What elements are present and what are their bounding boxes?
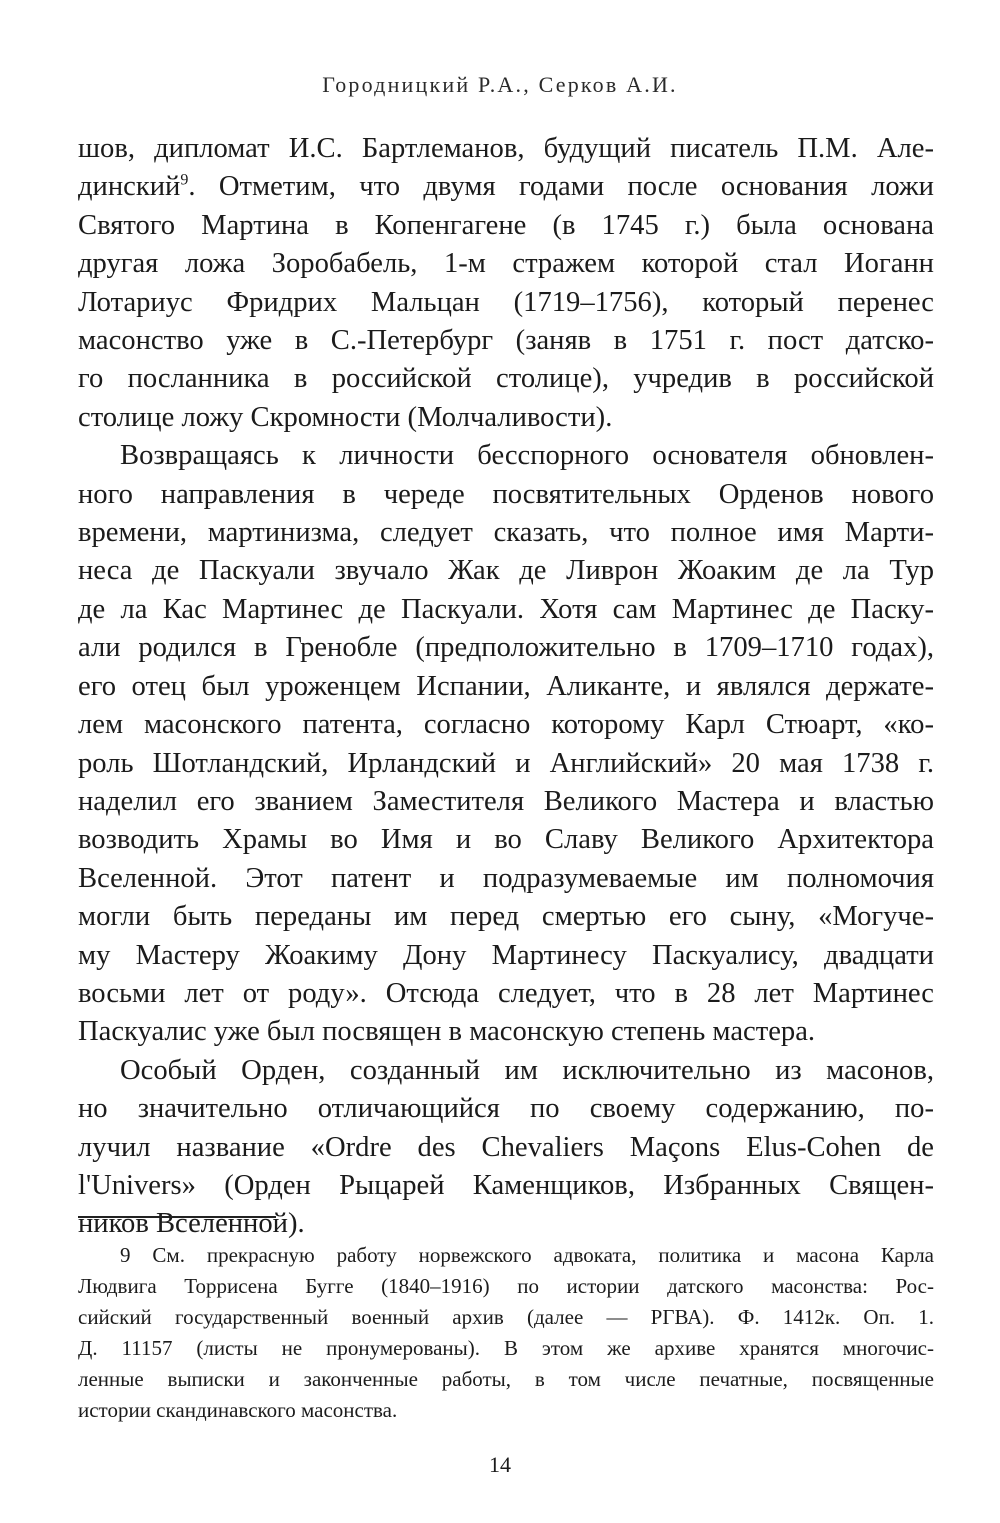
text-line: Особый Орден, созданный им исключительно из масонов,	[120, 1054, 934, 1086]
text-line: де ла Кас Мартинес де Паскуали. Хотя сам Мартинес де Паску-	[78, 593, 934, 625]
footnote-line: Д. 11157 (листы не пронумерованы). В этом же архиве хранятся многочис-	[78, 1336, 934, 1360]
text-line: шов, дипломат И.С. Бартлеманов, будущий писатель П.М. Але-	[78, 133, 934, 164]
text-line: масонство уже в С.-Петербург (заняв в 1751 г. пост датско-	[78, 325, 934, 357]
text-line: лучил название «Ordre des Chevaliers Maçons Elus-Cohen de	[78, 1131, 934, 1163]
text-fragment: динский	[78, 171, 181, 203]
text-line: Лотариус Фридрих Мальцан (1719–1756), который перенес	[78, 286, 934, 318]
footnote-reference[interactable]: 9	[180, 171, 189, 189]
footnote-line: 9 См. прекрасную работу норвежского адвоката, политика и масона Карла	[120, 1243, 934, 1267]
footnote-line: сийский государственный военный архив (далее — РГВА). Ф. 1412к. Оп. 1.	[78, 1305, 934, 1329]
text-line: возводить Храмы во Имя и во Славу Великого Архитектора	[78, 824, 934, 856]
text-line: неса де Паскуали звучало Жак де Ливрон Жоаким де ла Тур	[78, 555, 934, 587]
text-line: но значительно отличающийся по своему содержанию, по-	[78, 1093, 934, 1125]
paragraph-1	[78, 130, 934, 437]
footnote-divider	[78, 1216, 276, 1218]
text-line: его отец был уроженцем Испании, Аликанте, и являлся держате-	[78, 670, 934, 702]
text-line: столице ложу Скромности (Молчаливости).	[78, 401, 613, 433]
footnote-line: истории скандинавского масонства.	[78, 1398, 398, 1422]
text-line: Вселенной. Этот патент и подразумеваемые им полномочия	[78, 862, 934, 894]
text-line: l'Univers» (Орден Рыцарей Каменщиков, Избранных Священ-	[78, 1169, 934, 1201]
text-line: али родился в Гренобле (предположительно в 1709–1710 годах),	[78, 632, 934, 664]
footnote-9	[78, 1240, 934, 1426]
text-fragment: . Отметим, что двумя годами после основания ложи	[188, 171, 934, 203]
footnote-line: Людвига Торрисена Бугге (1840–1916) по истории датского масонства: Рос-	[78, 1274, 934, 1298]
text-line: другая ложа Зоробабель, 1-м стражем которой стал Иоганн	[78, 248, 934, 280]
text-line: восьми лет от роду». Отсюда следует, что в 28 лет Мартинес	[78, 977, 934, 1009]
text-line: могли быть переданы им перед смертью его сыну, «Могуче-	[78, 901, 934, 933]
text-line: лем масонского патента, согласно которому Карл Стюарт, «ко-	[78, 709, 934, 741]
footnote-line: ленные выписки и законченные работы, в том числе печатные, посвященные	[78, 1367, 934, 1391]
text-line: му Мастеру Жоакиму Дону Мартинесу Паскуалису, двадцати	[78, 939, 934, 971]
text-line: Паскуалис уже был посвящен в масонскую степень мастера.	[78, 1016, 816, 1048]
text-line: ников Вселенной).	[78, 1208, 305, 1240]
text-line	[78, 168, 934, 206]
page-number: 14	[489, 1452, 511, 1477]
text-line: наделил его званием Заместителя Великого Мастера и властью	[78, 785, 934, 817]
text-line: Святого Мартина в Копенгагене (в 1745 г.) была основана	[78, 209, 934, 241]
running-head: Городницкий Р.А., Серков А.И.	[322, 72, 678, 97]
text-line: Возвращаясь к личности бесспорного основателя обновлен-	[120, 440, 934, 472]
paragraph-2	[78, 437, 934, 1052]
text-line: времени, мартинизма, следует сказать, что полное имя Марти-	[78, 517, 934, 549]
text-line: го посланника в российской столице), учредив в российской	[78, 363, 934, 395]
text-line: роль Шотландский, Ирландский и Английский» 20 мая 1738 г.	[78, 747, 934, 779]
paragraph-3	[78, 1052, 934, 1244]
body-text	[78, 130, 934, 1244]
text-line: ного направления в череде посвятительных Орденов нового	[78, 478, 934, 510]
